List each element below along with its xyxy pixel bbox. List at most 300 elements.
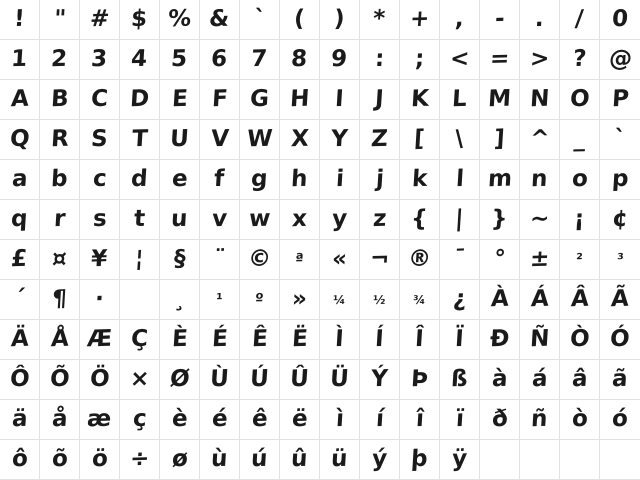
glyph: g	[250, 165, 269, 193]
glyph-cell	[480, 200, 520, 240]
glyph: º	[254, 289, 265, 309]
glyph: k	[411, 165, 428, 193]
glyph-cell	[240, 0, 280, 40]
glyph: e	[170, 165, 189, 193]
glyph-cell	[80, 0, 120, 40]
glyph: ç	[131, 405, 148, 433]
glyph: ø	[170, 445, 189, 473]
glyph: }	[490, 205, 509, 233]
glyph: P	[610, 85, 630, 113]
glyph: Ò	[568, 325, 591, 353]
glyph: t	[133, 205, 146, 233]
glyph: £	[10, 245, 29, 273]
glyph-cell	[560, 440, 600, 480]
glyph: /	[574, 5, 585, 33]
glyph-cell	[0, 440, 40, 480]
glyph-cell	[80, 40, 120, 80]
glyph: 9	[330, 45, 349, 73]
glyph-cell	[560, 320, 600, 360]
glyph-cell	[360, 400, 400, 440]
glyph-cell	[0, 120, 40, 160]
glyph-cell	[560, 40, 600, 80]
glyph-cell	[40, 40, 80, 80]
glyph-cell	[280, 40, 320, 80]
glyph: ,	[454, 5, 465, 33]
glyph: ³	[616, 249, 624, 269]
glyph-cell	[0, 400, 40, 440]
glyph-cell	[560, 80, 600, 120]
glyph: I	[334, 85, 345, 113]
glyph: :	[374, 45, 385, 73]
glyph: X	[289, 125, 310, 153]
glyph: ²	[575, 249, 584, 269]
glyph-cell	[160, 440, 200, 480]
glyph-cell	[160, 40, 200, 80]
glyph-cell	[120, 120, 160, 160]
glyph-cell	[240, 400, 280, 440]
glyph-cell	[520, 280, 560, 320]
glyph-cell	[80, 200, 120, 240]
glyph: S	[90, 125, 109, 153]
glyph-cell	[0, 280, 40, 320]
glyph-cell	[200, 360, 240, 400]
glyph-cell	[200, 240, 240, 280]
glyph-cell	[80, 120, 120, 160]
glyph: z	[372, 205, 388, 233]
glyph: #	[89, 5, 110, 33]
glyph: ð	[490, 405, 509, 433]
glyph: Æ	[86, 325, 113, 353]
glyph: û	[290, 445, 309, 473]
glyph: 4	[130, 45, 149, 73]
glyph-cell	[600, 240, 640, 280]
glyph: À	[489, 285, 510, 313]
glyph: i	[334, 165, 345, 193]
glyph-cell	[440, 0, 480, 40]
glyph-cell	[600, 400, 640, 440]
glyph-cell	[200, 0, 240, 40]
glyph: +	[409, 5, 430, 33]
glyph-cell	[320, 40, 360, 80]
glyph: Ë	[290, 325, 309, 353]
glyph-cell	[480, 360, 520, 400]
glyph-cell	[520, 200, 560, 240]
glyph: ï	[454, 405, 465, 433]
glyph: ;	[414, 45, 425, 73]
glyph: ¯	[452, 245, 467, 273]
glyph: G	[249, 85, 270, 113]
glyph-cell	[160, 240, 200, 280]
glyph-cell	[600, 200, 640, 240]
glyph: p	[610, 165, 630, 193]
glyph: M	[487, 85, 512, 113]
glyph: å	[50, 405, 69, 433]
glyph-cell	[400, 120, 440, 160]
glyph-cell	[40, 200, 80, 240]
glyph: ¾	[412, 292, 427, 307]
glyph-cell	[160, 360, 200, 400]
glyph: ß	[450, 365, 469, 393]
glyph-cell	[440, 400, 480, 440]
glyph: >	[529, 45, 550, 73]
glyph: Ü	[329, 365, 350, 393]
glyph: ¶	[51, 285, 68, 313]
glyph-cell	[200, 40, 240, 80]
glyph: .	[534, 5, 545, 33]
glyph-cell	[400, 80, 440, 120]
glyph: þ	[410, 445, 429, 473]
glyph-cell	[560, 200, 600, 240]
glyph: Ì	[334, 325, 345, 353]
glyph-cell	[360, 120, 400, 160]
glyph-cell	[440, 320, 480, 360]
glyph: u	[170, 205, 189, 233]
glyph-cell	[280, 120, 320, 160]
glyph: (	[293, 5, 306, 33]
glyph: &	[208, 5, 231, 33]
glyph-cell	[360, 160, 400, 200]
glyph-cell	[200, 120, 240, 160]
glyph: °	[492, 245, 507, 273]
glyph-cell	[600, 280, 640, 320]
glyph: õ	[50, 445, 69, 473]
glyph: ©	[247, 245, 272, 273]
glyph-cell	[320, 240, 360, 280]
glyph-cell	[440, 200, 480, 240]
glyph-cell	[320, 440, 360, 480]
glyph: )	[333, 5, 346, 33]
glyph: [	[413, 125, 426, 153]
glyph: J	[374, 85, 385, 113]
glyph: ®	[407, 245, 432, 273]
glyph: æ	[86, 405, 113, 433]
glyph-cell	[280, 80, 320, 120]
glyph-cell	[600, 320, 640, 360]
glyph: s	[91, 205, 108, 233]
glyph: 5	[170, 45, 189, 73]
glyph-cell	[240, 360, 280, 400]
glyph-cell	[560, 0, 600, 40]
glyph-cell	[520, 160, 560, 200]
glyph-cell	[320, 320, 360, 360]
glyph-cell	[560, 360, 600, 400]
glyph: 1	[10, 45, 29, 73]
glyph-cell	[520, 440, 560, 480]
glyph-cell	[40, 240, 80, 280]
glyph-cell	[240, 240, 280, 280]
glyph-cell	[480, 160, 520, 200]
glyph-cell	[280, 440, 320, 480]
glyph-cell	[200, 200, 240, 240]
glyph-cell	[280, 360, 320, 400]
glyph: d	[130, 165, 149, 193]
glyph: ¡	[573, 205, 586, 233]
glyph-cell	[520, 320, 560, 360]
glyph: ´	[12, 285, 27, 313]
glyph: ]	[493, 125, 506, 153]
glyph-cell	[560, 400, 600, 440]
glyph-cell	[360, 240, 400, 280]
glyph-cell	[240, 160, 280, 200]
glyph-cell	[600, 80, 640, 120]
glyph: n	[530, 165, 549, 193]
glyph: "	[52, 5, 67, 33]
glyph-cell	[360, 360, 400, 400]
glyph-cell	[560, 160, 600, 200]
glyph: Õ	[48, 365, 71, 393]
glyph: c	[91, 165, 108, 193]
glyph-cell	[80, 400, 120, 440]
glyph: v	[211, 205, 228, 233]
glyph: ?	[572, 45, 588, 73]
glyph-cell	[200, 320, 240, 360]
glyph-cell	[400, 160, 440, 200]
glyph-cell	[360, 280, 400, 320]
glyph: m	[486, 165, 513, 193]
glyph: E	[170, 85, 189, 113]
glyph: V	[209, 125, 230, 153]
glyph-cell	[320, 200, 360, 240]
glyph-cell	[120, 320, 160, 360]
glyph-cell	[440, 280, 480, 320]
glyph-cell	[240, 320, 280, 360]
glyph: ^	[529, 125, 550, 153]
glyph-cell	[160, 120, 200, 160]
glyph: á	[530, 365, 549, 393]
glyph: -	[493, 5, 506, 33]
glyph: ù	[210, 445, 229, 473]
glyph-cell	[320, 160, 360, 200]
glyph: r	[53, 205, 67, 233]
glyph: ö	[90, 445, 109, 473]
glyph: Ø	[168, 365, 191, 393]
glyph: â	[570, 365, 589, 393]
glyph-cell	[160, 160, 200, 200]
glyph-cell	[80, 320, 120, 360]
glyph: 7	[250, 45, 269, 73]
glyph-cell	[80, 440, 120, 480]
glyph: Ù	[209, 365, 230, 393]
glyph: x	[291, 205, 308, 233]
glyph: b	[50, 165, 69, 193]
glyph: \	[454, 125, 465, 153]
glyph-cell	[600, 160, 640, 200]
glyph-cell	[200, 80, 240, 120]
glyph: <	[449, 45, 470, 73]
glyph: `	[613, 125, 627, 153]
glyph: ü	[330, 445, 349, 473]
glyph: ¼	[332, 292, 347, 307]
glyph-cell	[120, 440, 160, 480]
glyph-cell	[360, 40, 400, 80]
glyph: l	[454, 165, 465, 193]
glyph: H	[289, 85, 310, 113]
glyph: q	[10, 205, 29, 233]
glyph-cell	[120, 200, 160, 240]
glyph-cell	[360, 80, 400, 120]
glyph-cell	[320, 0, 360, 40]
glyph: ú	[250, 445, 269, 473]
glyph-cell	[400, 440, 440, 480]
glyph: Á	[529, 285, 550, 313]
glyph-cell	[40, 80, 80, 120]
glyph-cell	[160, 280, 200, 320]
glyph-cell	[480, 0, 520, 40]
glyph: `	[252, 5, 267, 33]
glyph-cell	[440, 120, 480, 160]
glyph-cell	[0, 360, 40, 400]
glyph-cell	[280, 280, 320, 320]
glyph: 6	[210, 45, 229, 73]
glyph: F	[210, 85, 229, 113]
glyph: ×	[129, 365, 150, 393]
glyph: N	[529, 85, 550, 113]
glyph: §	[172, 245, 187, 273]
glyph-cell	[0, 240, 40, 280]
glyph-cell	[400, 200, 440, 240]
glyph: ¤	[51, 245, 68, 273]
glyph-cell	[280, 320, 320, 360]
glyph-cell	[240, 120, 280, 160]
glyph-cell	[480, 400, 520, 440]
glyph: |	[454, 205, 465, 233]
glyph-cell	[120, 0, 160, 40]
glyph: É	[210, 325, 229, 353]
glyph: Â	[569, 285, 590, 313]
glyph-cell	[480, 120, 520, 160]
glyph: *	[372, 5, 387, 33]
glyph: ¹	[215, 289, 224, 309]
glyph: ½	[372, 292, 387, 307]
glyph-cell	[160, 0, 200, 40]
glyph: Ñ	[529, 325, 550, 353]
glyph: ÷	[129, 445, 150, 473]
glyph: ì	[334, 405, 345, 433]
glyph: Z	[370, 125, 389, 153]
glyph-cell	[320, 80, 360, 120]
glyph: Ô	[8, 365, 31, 393]
glyph-cell	[400, 40, 440, 80]
glyph-cell	[160, 200, 200, 240]
glyph-cell	[480, 80, 520, 120]
glyph-cell	[280, 400, 320, 440]
glyph-cell	[120, 360, 160, 400]
glyph-cell	[520, 360, 560, 400]
glyph: j	[374, 165, 385, 193]
glyph: w	[248, 205, 271, 233]
glyph-cell	[0, 0, 40, 40]
glyph-cell	[240, 280, 280, 320]
glyph-cell	[600, 440, 640, 480]
glyph-cell	[40, 160, 80, 200]
glyph: î	[414, 405, 425, 433]
glyph-cell	[400, 240, 440, 280]
glyph-cell	[40, 120, 80, 160]
glyph-cell	[560, 120, 600, 160]
glyph-cell	[80, 280, 120, 320]
glyph-cell	[80, 240, 120, 280]
glyph: $	[130, 5, 149, 33]
glyph-cell	[560, 280, 600, 320]
glyph-cell	[480, 440, 520, 480]
glyph: Í	[374, 325, 385, 353]
glyph-cell	[240, 440, 280, 480]
glyph: ¦	[134, 245, 145, 273]
glyph: @	[607, 45, 633, 73]
glyph: W	[246, 125, 274, 153]
glyph-cell	[360, 440, 400, 480]
glyph-cell	[560, 240, 600, 280]
glyph: Ê	[250, 325, 269, 353]
glyph: Ä	[9, 325, 30, 353]
glyph-cell	[0, 200, 40, 240]
glyph: ñ	[530, 405, 549, 433]
glyph-cell	[40, 0, 80, 40]
glyph-cell	[480, 40, 520, 80]
glyph: C	[90, 85, 109, 113]
glyph-cell	[200, 440, 240, 480]
glyph-cell	[0, 40, 40, 80]
glyph-cell	[480, 320, 520, 360]
glyph: ª	[294, 249, 305, 269]
glyph-cell	[480, 280, 520, 320]
glyph-cell	[320, 280, 360, 320]
glyph: h	[290, 165, 309, 193]
glyph-cell	[40, 320, 80, 360]
glyph: T	[130, 125, 149, 153]
glyph-cell	[480, 240, 520, 280]
glyph-cell	[200, 400, 240, 440]
glyph-cell	[280, 200, 320, 240]
glyph-cell	[40, 400, 80, 440]
glyph: y	[331, 205, 348, 233]
glyph: K	[409, 85, 430, 113]
glyph-cell	[600, 120, 640, 160]
glyph-cell	[400, 320, 440, 360]
glyph: È	[170, 325, 189, 353]
glyph-cell	[520, 240, 560, 280]
glyph: ·	[94, 285, 105, 313]
glyph-cell	[440, 360, 480, 400]
glyph-cell	[520, 120, 560, 160]
glyph: Ç	[130, 325, 149, 353]
glyph-cell	[160, 320, 200, 360]
glyph-cell	[360, 200, 400, 240]
glyph-cell	[360, 0, 400, 40]
glyph-cell	[40, 360, 80, 400]
glyph-cell	[520, 400, 560, 440]
glyph-cell	[0, 80, 40, 120]
glyph: Q	[8, 125, 31, 153]
glyph: _	[572, 125, 587, 153]
glyph: B	[49, 85, 70, 113]
glyph: {	[410, 205, 429, 233]
glyph-cell	[0, 320, 40, 360]
glyph: ¬	[369, 245, 390, 273]
glyph: =	[489, 45, 510, 73]
glyph-cell	[120, 40, 160, 80]
glyph-cell	[80, 360, 120, 400]
glyph: à	[490, 365, 509, 393]
glyph: é	[210, 405, 229, 433]
glyph: o	[570, 165, 589, 193]
glyph-cell	[520, 40, 560, 80]
glyph: «	[331, 245, 348, 273]
glyph-cell	[440, 80, 480, 120]
glyph: U	[169, 125, 190, 153]
glyph: í	[374, 405, 385, 433]
glyph-cell	[80, 80, 120, 120]
